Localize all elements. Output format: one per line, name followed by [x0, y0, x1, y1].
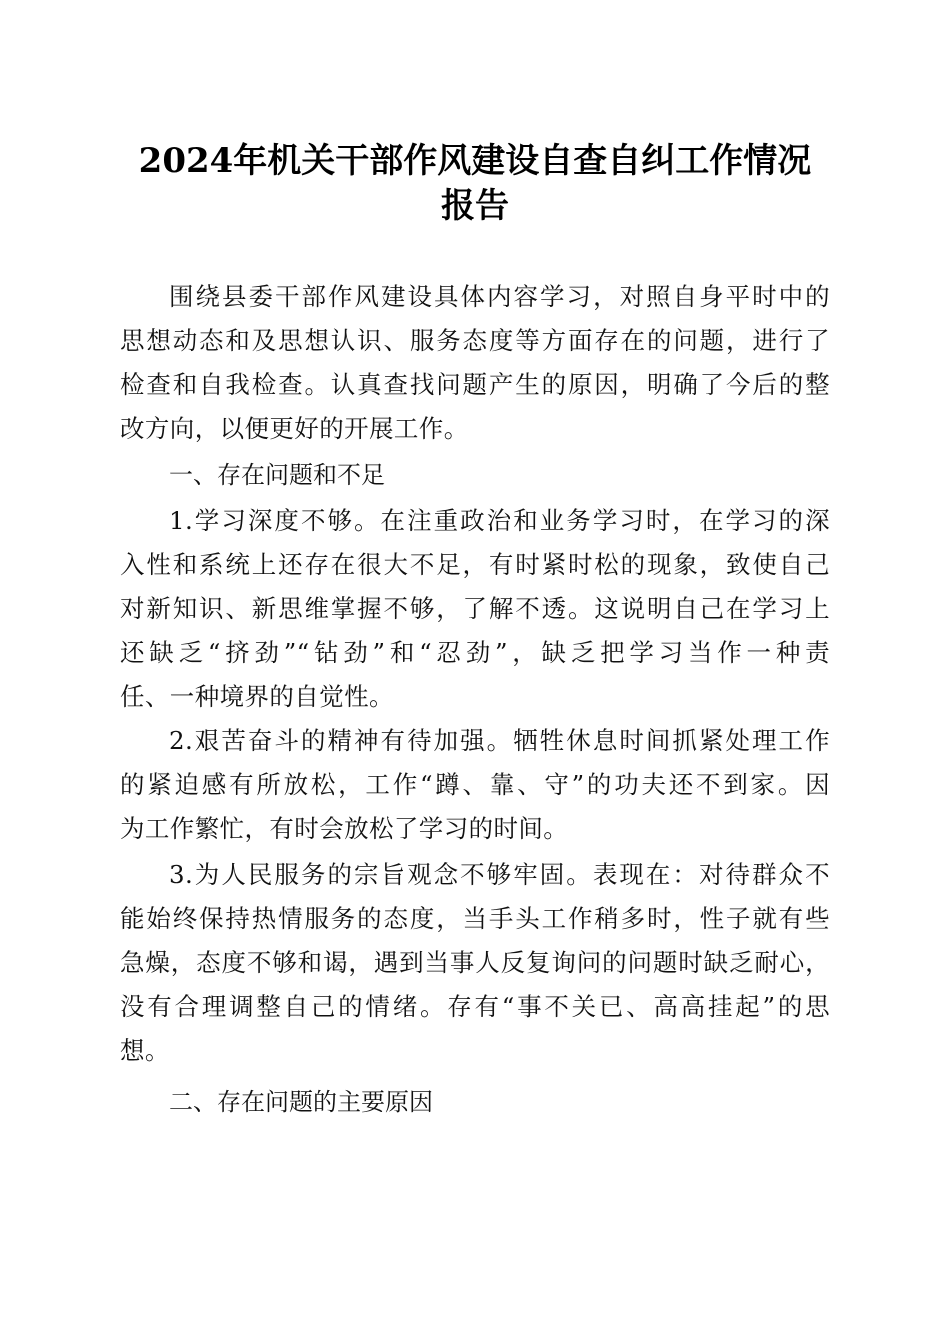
paragraph-line: 任、一种境界的自觉性。 [120, 682, 394, 711]
paragraph-line: 对新知识、新思维掌握不够，了解不透。这说明自己在学习上 [120, 594, 830, 623]
paragraph-line: 检查和自我检查。认真查找问题产生的原因，明确了今后的整 [120, 370, 830, 399]
document-title-line-1: 2024年机关干部作风建设自查自纠工作情况 [138, 141, 812, 181]
section-1-heading: 一、存在问题和不足 [169, 461, 385, 489]
paragraph-line: 的紧迫感有所放松，工作“蹲、靠、守”的功夫还不到家。因 [120, 770, 830, 799]
paragraph-line: 入性和系统上还存在很大不足，有时紧时松的现象，致使自己 [120, 550, 830, 579]
section-2-heading: 二、存在问题的主要原因 [169, 1088, 433, 1116]
paragraph-line: 围绕县委干部作风建设具体内容学习，对照自身平时中的 [169, 282, 830, 311]
paragraph-line: 没有合理调整自己的情绪。存有“事不关已、高高挂起”的思 [120, 992, 830, 1021]
paragraph-line: 3.为人民服务的宗旨观念不够牢固。表现在：对待群众不 [169, 860, 830, 889]
paragraph-line: 能始终保持热情服务的态度，当手头工作稍多时，性子就有些 [120, 904, 830, 933]
paragraph-line: 还缺乏“挤劲”“钻劲”和“忍劲”，缺乏把学习当作一种责 [120, 638, 830, 667]
document-title-line-2: 报告 [441, 186, 509, 226]
paragraph-line: 急燥，态度不够和谒，遇到当事人反复询问的问题时缺乏耐心， [120, 948, 830, 977]
paragraph-line: 2.艰苦奋斗的精神有待加强。牺牲休息时间抓紧处理工作 [169, 726, 830, 755]
paragraph-line: 为工作繁忙，有时会放松了学习的时间。 [120, 814, 569, 843]
paragraph-line: 思想动态和及思想认识、服务态度等方面存在的问题，进行了 [120, 326, 830, 355]
paragraph-line: 1.学习深度不够。在注重政治和业务学习时，在学习的深 [169, 506, 830, 535]
paragraph-line: 改方向，以便更好的开展工作。 [120, 414, 469, 443]
paragraph-line: 想。 [120, 1036, 170, 1065]
